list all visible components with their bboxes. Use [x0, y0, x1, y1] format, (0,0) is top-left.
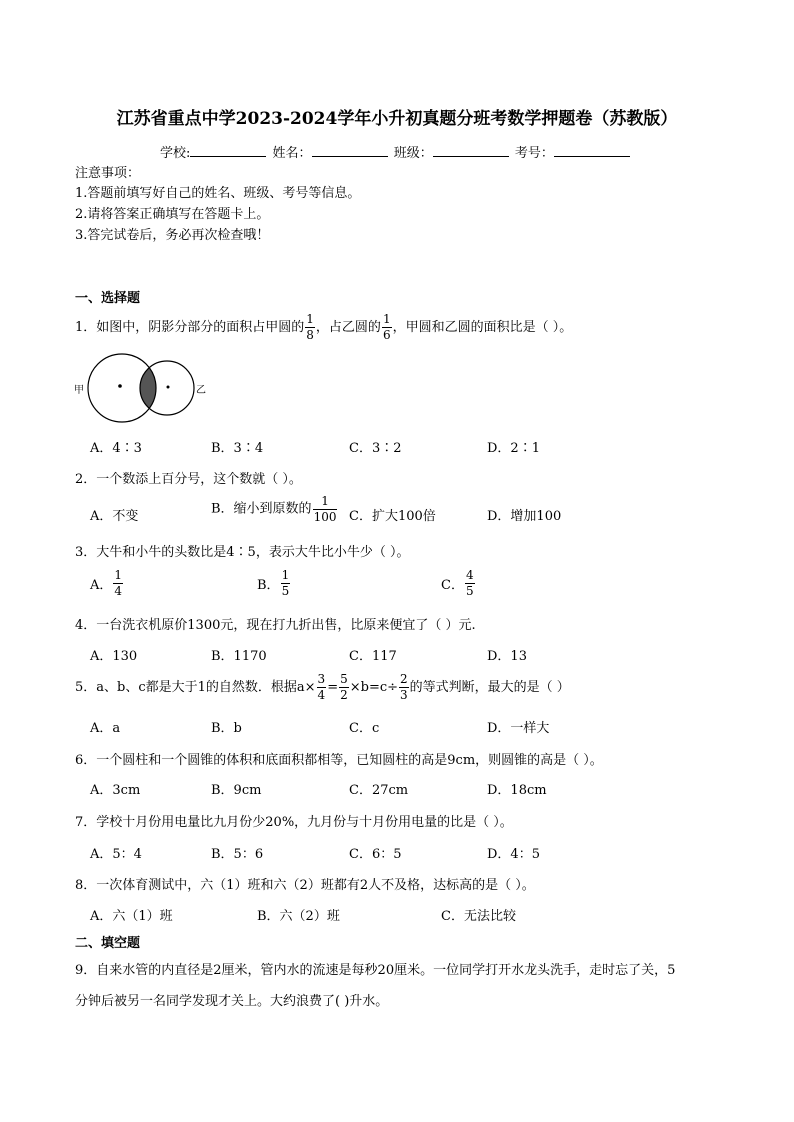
section-heading-choice: 一、选择题 [75, 291, 141, 306]
q5-f3-num: 2 [400, 672, 408, 686]
q2-option-b-text: B．缩小到原数的 [211, 501, 312, 517]
q1-fraction-1 [305, 312, 315, 343]
q5-f3-den: 3 [400, 688, 408, 702]
q3-a-label: A． [90, 578, 113, 593]
q6-option-c[interactable]: C．27cm [349, 783, 409, 798]
q4-option-b[interactable]: B．1170 [211, 649, 267, 664]
q3-option-c[interactable] [441, 568, 476, 599]
q7-option-a[interactable]: A．5：4 [90, 847, 142, 862]
q3-c-num: 4 [465, 568, 474, 582]
school-blank[interactable] [190, 144, 266, 157]
question-2: 2．一个数添上百分号，这个数就（ ）。 [75, 472, 302, 487]
q2-option-d[interactable]: D．增加100 [487, 509, 562, 524]
q3-c-den: 5 [465, 584, 474, 598]
q5-f2-num: 5 [340, 672, 348, 686]
circle-jia-center [118, 384, 122, 388]
q3-c-label: C． [441, 578, 464, 593]
q6-option-d[interactable]: D．18cm [487, 783, 547, 798]
question-7: 7．学校十月份用电量比九月份少20%，九月份与十月份用电量的比是（ ）。 [75, 815, 513, 830]
q5-equals: = [327, 680, 339, 695]
question-9-line-1: 9．自来水管的内直径是2厘米，管内水的流速是每秒20厘米。一位同学打开水龙头洗手，走时忘了关，5 [75, 963, 676, 978]
question-6: 6．一个圆柱和一个圆锥的体积和底面积都相等，已知圆柱的高是9cm，则圆锥的高是（ ）。 [75, 753, 603, 768]
q5-fraction-1 [317, 672, 327, 703]
q3-b-fraction [281, 568, 291, 599]
q3-b-num: 1 [281, 568, 290, 582]
q6-option-a[interactable]: A．3cm [90, 783, 141, 798]
note-item-3: 3.答完试卷后，务必再次检查哦！ [75, 228, 270, 243]
page-title: 江苏省重点中学2023-2024学年小升初真题分班考数学押题卷（苏教版） [116, 109, 678, 129]
q3-a-den: 4 [114, 584, 123, 598]
q1-option-c[interactable]: C．3∶2 [349, 441, 402, 456]
id-blank[interactable] [554, 144, 630, 157]
q2-b-den: 100 [313, 510, 337, 524]
q3-option-b[interactable] [257, 568, 291, 599]
q1-text-post: ，甲圆和乙圆的面积比是（ ）。 [392, 320, 573, 335]
q2-option-c[interactable]: C．扩大100倍 [349, 509, 436, 524]
circle-yi-center [167, 386, 170, 389]
q5-fraction-2 [339, 672, 349, 703]
note-item-2: 2.请将答案正确填写在答题卡上。 [75, 207, 270, 222]
q5-text-pre: 5．a、b、c都是大于1的自然数．根据a× [75, 680, 316, 695]
q5-f2-den: 2 [340, 688, 348, 702]
q2-option-a[interactable]: A．不变 [90, 509, 139, 524]
q3-a-fraction [113, 568, 123, 599]
q7-option-b[interactable]: B．5：6 [211, 847, 264, 862]
q1-fraction-2 [382, 312, 392, 343]
q1-option-b[interactable]: B．3∶4 [211, 441, 264, 456]
q1-f2-den: 6 [382, 328, 391, 342]
q1-text-mid: ，占乙圆的 [315, 320, 381, 335]
question-1 [75, 312, 572, 343]
q4-option-c[interactable]: C．117 [349, 649, 397, 664]
q3-b-den: 5 [281, 584, 290, 598]
q8-option-a[interactable]: A．六（1）班 [90, 909, 173, 924]
q8-option-c[interactable]: C．无法比较 [441, 909, 516, 924]
class-label: 班级： [393, 146, 433, 161]
q6-option-b[interactable]: B．9cm [211, 783, 262, 798]
q1-circles-figure [70, 350, 210, 430]
student-info-line [160, 142, 632, 161]
q1-f1-num: 1 [306, 312, 314, 326]
q5-option-b[interactable]: B．b [211, 721, 242, 736]
q7-option-c[interactable]: C．6：5 [349, 847, 402, 862]
question-5 [75, 672, 570, 704]
q3-c-fraction [465, 568, 475, 599]
q3-a-num: 1 [114, 568, 123, 582]
question-3: 3．大牛和小牛的头数比是4∶5，表示大牛比小牛少（ ）。 [75, 545, 410, 560]
note-item-1: 1.答题前填写好自己的姓名、班级、考号等信息。 [75, 186, 361, 201]
q7-option-d[interactable]: D．4：5 [487, 847, 540, 862]
class-blank[interactable] [433, 144, 509, 157]
name-blank[interactable] [312, 144, 388, 157]
q1-f1-den: 8 [306, 328, 314, 342]
q5-option-a[interactable]: A．a [90, 721, 121, 736]
question-8: 8．一次体育测试中，六（1）班和六（2）班都有2人不及格，达标高的是（ ）。 [75, 878, 535, 893]
q4-option-d[interactable]: D．13 [487, 649, 527, 664]
q8-option-b[interactable]: B．六（2）班 [257, 909, 340, 924]
question-9-line-2: 分钟后被另一名同学发现才关上。大约浪费了( )升水。 [75, 994, 389, 1009]
id-label: 考号： [514, 146, 554, 161]
q2-option-b-fraction [313, 494, 338, 525]
q1-option-d[interactable]: D．2∶1 [487, 441, 540, 456]
notes-heading: 注意事项： [75, 166, 141, 181]
q5-fraction-3 [399, 672, 409, 703]
q3-option-a[interactable] [90, 568, 124, 599]
q5-text-mid: ×b=c÷ [349, 680, 399, 695]
label-jia: 甲 [74, 385, 84, 396]
section-heading-fill: 二、填空题 [75, 936, 141, 951]
question-4: 4．一台洗衣机原价1300元，现在打九折出售，比原来便宜了（ ）元. [75, 618, 476, 633]
q1-f2-num: 1 [382, 312, 391, 326]
q3-b-label: B． [257, 578, 280, 593]
label-yi: 乙 [196, 385, 206, 396]
school-label: 学校: [160, 146, 191, 161]
q5-f1-den: 4 [317, 688, 326, 702]
q1-option-a[interactable]: A．4∶3 [90, 441, 142, 456]
q1-text-pre: 1．如图中，阴影分部分的面积占甲圆的 [75, 320, 305, 335]
name-label: 姓名： [272, 146, 312, 161]
q4-option-a[interactable]: A．130 [90, 649, 138, 664]
q2-b-num: 1 [313, 494, 338, 510]
q5-option-c[interactable]: C．c [349, 721, 380, 736]
q5-option-d[interactable]: D．一样大 [487, 721, 550, 736]
q5-text-post: 的等式判断，最大的是（ ） [409, 680, 570, 695]
q2-option-b[interactable] [211, 494, 338, 525]
q5-f1-num: 3 [317, 672, 326, 686]
